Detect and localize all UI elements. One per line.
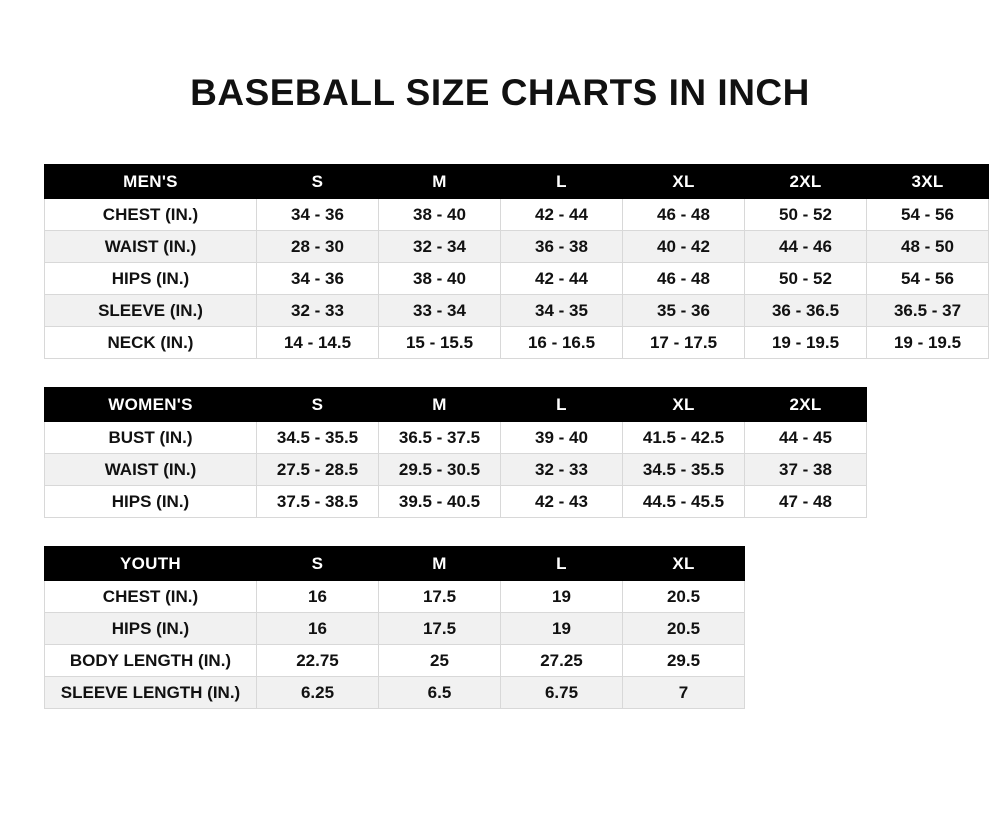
table-row xyxy=(45,263,989,295)
row-label: SLEEVE (IN.) xyxy=(45,295,257,327)
row-label: BUST (IN.) xyxy=(45,422,257,454)
table-cell: 29.5 - 30.5 xyxy=(379,454,501,486)
row-label: NECK (IN.) xyxy=(45,327,257,359)
table-header-row xyxy=(45,165,989,199)
column-header: M xyxy=(379,165,501,199)
table-cell: 44 - 45 xyxy=(745,422,867,454)
table-header-row xyxy=(45,388,867,422)
row-label: CHEST (IN.) xyxy=(45,581,257,613)
column-header: WOMEN'S xyxy=(45,388,257,422)
column-header: S xyxy=(257,165,379,199)
table-cell: 46 - 48 xyxy=(623,199,745,231)
table-cell: 25 xyxy=(379,645,501,677)
table-cell: 47 - 48 xyxy=(745,486,867,518)
table-cell: 40 - 42 xyxy=(623,231,745,263)
table-cell: 54 - 56 xyxy=(867,263,989,295)
row-label: HIPS (IN.) xyxy=(45,263,257,295)
row-label: WAIST (IN.) xyxy=(45,231,257,263)
table-cell: 36 - 36.5 xyxy=(745,295,867,327)
table-cell: 14 - 14.5 xyxy=(257,327,379,359)
table-cell: 6.5 xyxy=(379,677,501,709)
table-cell: 50 - 52 xyxy=(745,199,867,231)
row-label: BODY LENGTH (IN.) xyxy=(45,645,257,677)
table-row xyxy=(45,486,867,518)
table-cell: 38 - 40 xyxy=(379,199,501,231)
row-label: CHEST (IN.) xyxy=(45,199,257,231)
table-cell: 42 - 43 xyxy=(501,486,623,518)
table-cell: 42 - 44 xyxy=(501,263,623,295)
table-cell: 41.5 - 42.5 xyxy=(623,422,745,454)
table-cell: 36.5 - 37 xyxy=(867,295,989,327)
table-cell: 16 - 16.5 xyxy=(501,327,623,359)
table-row xyxy=(45,581,745,613)
table-row xyxy=(45,231,989,263)
table-cell: 38 - 40 xyxy=(379,263,501,295)
column-header: MEN'S xyxy=(45,165,257,199)
table-cell: 39.5 - 40.5 xyxy=(379,486,501,518)
table-cell: 19 xyxy=(501,613,623,645)
page-title: BASEBALL SIZE CHARTS IN INCH xyxy=(190,72,810,113)
table-cell: 39 - 40 xyxy=(501,422,623,454)
table-cell: 32 - 33 xyxy=(501,454,623,486)
womens-size-table xyxy=(44,387,867,518)
table-cell: 44 - 46 xyxy=(745,231,867,263)
table-cell: 17.5 xyxy=(379,581,501,613)
table-cell: 32 - 34 xyxy=(379,231,501,263)
column-header: S xyxy=(257,547,379,581)
table-cell: 33 - 34 xyxy=(379,295,501,327)
column-header: L xyxy=(501,165,623,199)
table-row xyxy=(45,454,867,486)
size-chart-page xyxy=(0,72,1000,824)
table-row xyxy=(45,613,745,645)
table-cell: 34.5 - 35.5 xyxy=(257,422,379,454)
column-header: YOUTH xyxy=(45,547,257,581)
table-row xyxy=(45,422,867,454)
table-header-row xyxy=(45,547,745,581)
table-cell: 46 - 48 xyxy=(623,263,745,295)
table-cell: 27.25 xyxy=(501,645,623,677)
column-header: L xyxy=(501,388,623,422)
table-cell: 34 - 36 xyxy=(257,263,379,295)
table-cell: 34 - 36 xyxy=(257,199,379,231)
column-header: 2XL xyxy=(745,388,867,422)
size-tables-container xyxy=(0,164,1000,709)
table-cell: 19 xyxy=(501,581,623,613)
column-header: M xyxy=(379,547,501,581)
column-header: XL xyxy=(623,388,745,422)
table-cell: 7 xyxy=(623,677,745,709)
table-cell: 44.5 - 45.5 xyxy=(623,486,745,518)
table-cell: 42 - 44 xyxy=(501,199,623,231)
table-cell: 28 - 30 xyxy=(257,231,379,263)
column-header: 3XL xyxy=(867,165,989,199)
table-cell: 16 xyxy=(257,581,379,613)
column-header: 2XL xyxy=(745,165,867,199)
table-cell: 22.75 xyxy=(257,645,379,677)
table-cell: 32 - 33 xyxy=(257,295,379,327)
table-cell: 16 xyxy=(257,613,379,645)
column-header: XL xyxy=(623,165,745,199)
table-cell: 19 - 19.5 xyxy=(745,327,867,359)
table-cell: 20.5 xyxy=(623,613,745,645)
row-label: HIPS (IN.) xyxy=(45,613,257,645)
table-cell: 6.25 xyxy=(257,677,379,709)
row-label: HIPS (IN.) xyxy=(45,486,257,518)
row-label: WAIST (IN.) xyxy=(45,454,257,486)
mens-size-table xyxy=(44,164,989,359)
table-cell: 35 - 36 xyxy=(623,295,745,327)
table-cell: 50 - 52 xyxy=(745,263,867,295)
column-header: S xyxy=(257,388,379,422)
row-label: SLEEVE LENGTH (IN.) xyxy=(45,677,257,709)
table-cell: 27.5 - 28.5 xyxy=(257,454,379,486)
table-cell: 20.5 xyxy=(623,581,745,613)
column-header: M xyxy=(379,388,501,422)
table-cell: 19 - 19.5 xyxy=(867,327,989,359)
table-cell: 15 - 15.5 xyxy=(379,327,501,359)
table-cell: 6.75 xyxy=(501,677,623,709)
table-cell: 17.5 xyxy=(379,613,501,645)
table-row xyxy=(45,295,989,327)
column-header: L xyxy=(501,547,623,581)
table-cell: 54 - 56 xyxy=(867,199,989,231)
table-row xyxy=(45,199,989,231)
table-row xyxy=(45,327,989,359)
table-cell: 37.5 - 38.5 xyxy=(257,486,379,518)
youth-size-table xyxy=(44,546,745,709)
table-row xyxy=(45,645,745,677)
table-cell: 34.5 - 35.5 xyxy=(623,454,745,486)
table-cell: 34 - 35 xyxy=(501,295,623,327)
column-header: XL xyxy=(623,547,745,581)
table-cell: 17 - 17.5 xyxy=(623,327,745,359)
table-row xyxy=(45,677,745,709)
table-cell: 37 - 38 xyxy=(745,454,867,486)
table-cell: 36 - 38 xyxy=(501,231,623,263)
table-cell: 48 - 50 xyxy=(867,231,989,263)
table-cell: 36.5 - 37.5 xyxy=(379,422,501,454)
table-cell: 29.5 xyxy=(623,645,745,677)
